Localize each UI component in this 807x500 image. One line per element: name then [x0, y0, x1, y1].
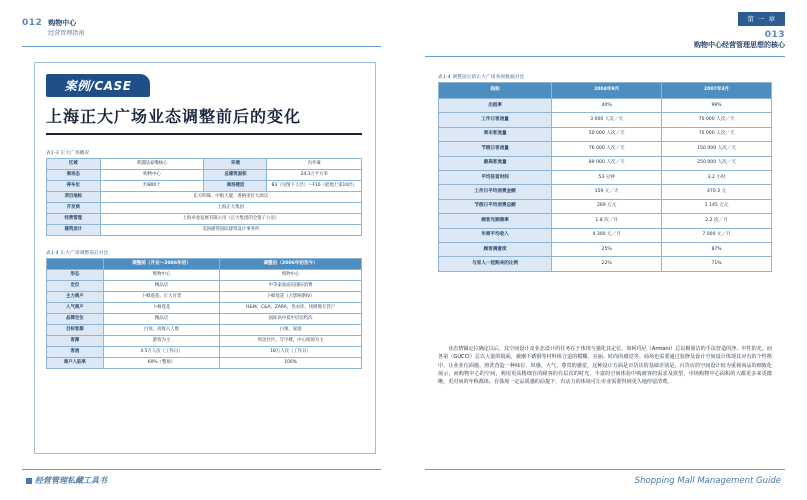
right-footer-text: Shopping Mall Management Guide	[634, 476, 781, 486]
table-row	[47, 213, 362, 224]
right-page	[403, 0, 807, 500]
table3-caption: 表1-4 调整前后的正大广场各项数据对比	[438, 75, 525, 80]
table-row	[439, 228, 772, 242]
table-cell: 美国捷得国际建筑设计事务所	[100, 224, 361, 235]
table-row	[439, 170, 772, 184]
table-cell: 调整前（开业～2006年初）	[103, 259, 220, 270]
table3-body	[439, 99, 772, 272]
table-cell: 53 分钟	[552, 170, 662, 184]
table-row	[47, 346, 362, 357]
table-cell: 购物中心	[103, 270, 220, 281]
table-cell: 停车位	[47, 180, 101, 191]
table-row	[47, 180, 362, 191]
table-cell: 项目地标	[47, 191, 101, 202]
left-folio: 012	[22, 18, 43, 28]
table-row	[439, 99, 772, 113]
table-cell: 89 000 人次／天	[552, 156, 662, 170]
table-cell: 100%	[220, 357, 362, 368]
table-cell: 定位	[47, 281, 104, 292]
table-cell: 总建筑面积	[204, 169, 267, 180]
table-cell: 卜蜂莲花（占影响系Ⅳ）	[220, 292, 362, 303]
table-cell: 上海正大集团	[100, 202, 361, 213]
table-cell: 顾客满意度	[439, 242, 552, 256]
table-row	[439, 156, 772, 170]
table2-body	[47, 270, 362, 368]
table-row	[47, 169, 362, 180]
table-row	[439, 142, 772, 156]
table-row	[47, 281, 362, 292]
table-cell: 2.2 次／月	[662, 214, 772, 228]
table-row	[439, 257, 772, 271]
table3	[438, 82, 772, 272]
table-cell: 人气商户	[47, 303, 104, 314]
table-row	[439, 185, 772, 199]
left-page	[0, 0, 403, 500]
left-header-line2: 经营管理指南	[48, 29, 85, 37]
table-row	[47, 335, 362, 346]
table-row	[47, 324, 362, 335]
table-row	[439, 113, 772, 127]
table3-block	[438, 82, 772, 272]
table3-head	[439, 83, 772, 99]
table3-caption-wrap	[438, 74, 772, 82]
table-cell: 品牌定位	[47, 313, 104, 324]
table-cell: 节假日客流量	[439, 142, 552, 156]
table-cell: 与家人一起购来的比例	[439, 257, 552, 271]
body-text	[438, 345, 772, 389]
table-cell: 精品店	[103, 313, 220, 324]
table-cell: 白领、家庭	[220, 324, 362, 335]
table-cell: 约800个	[100, 180, 204, 191]
table-cell: 内外兼	[267, 159, 362, 170]
left-footer-label: 经营管理私藏工具书	[35, 476, 107, 485]
table-cell: 区域	[47, 159, 101, 170]
table2	[46, 258, 362, 369]
table-cell: 精品店	[103, 281, 220, 292]
table-cell: 国际高中低中层次档次	[220, 313, 362, 324]
table-cell: 3 000 人次／天	[552, 113, 662, 127]
right-page-header	[765, 30, 785, 40]
table-cell: 卜蜂莲花	[103, 303, 220, 314]
table-cell: 出租率	[439, 99, 552, 113]
table-cell: 经营管理	[47, 213, 101, 224]
table-cell: 工作日平均消费金额	[439, 185, 552, 199]
table-cell: 开发商	[47, 202, 101, 213]
table-cell: 7 000 元／月	[662, 228, 772, 242]
table-cell: 4 300 元／月	[552, 228, 662, 242]
right-header-line1: 购物中心经营管理思想的核心	[694, 41, 785, 49]
table-cell: 60%（整场）	[103, 357, 220, 368]
table-cell: 3.2 小时	[662, 170, 772, 184]
table-cell: 形态	[47, 270, 104, 281]
right-header-title-wrap	[694, 40, 785, 51]
table-row	[47, 202, 362, 213]
table-cell: 目标客源	[47, 324, 104, 335]
table-cell: 节假日平均消费总额	[439, 199, 552, 213]
table-cell: 24.3万平方米	[267, 169, 362, 180]
chapter-badge: 第 一 章	[738, 12, 785, 26]
table-cell: 4.5万人次（工作日）	[103, 346, 220, 357]
left-footer-text	[26, 475, 107, 486]
table-cell: 周末客流量	[439, 127, 552, 141]
table-cell: 中等家庭面向国际消费	[220, 281, 362, 292]
table-row	[47, 292, 362, 303]
table-row	[439, 214, 772, 228]
table-header-row	[439, 83, 772, 99]
table1	[46, 158, 362, 236]
table-row	[47, 159, 362, 170]
table-cell: 2004年9月	[552, 83, 662, 99]
table-cell: 87%	[662, 242, 772, 256]
table-cell: 25%	[552, 242, 662, 256]
table-cell: 东方明珠、中银大厦、香格里拉大酒店	[100, 191, 361, 202]
table-row	[47, 313, 362, 324]
footer-square-icon	[26, 478, 32, 484]
table-cell: 游客为主	[103, 335, 220, 346]
table-cell: 周边社区、写字楼、中心商场为主	[220, 335, 362, 346]
table-cell: H&M、C&A、ZARA、优衣库、汤姆熊专营户	[220, 303, 362, 314]
table-cell: 99%	[662, 99, 772, 113]
table-row	[439, 127, 772, 141]
table-cell: 250 000 人次／天	[662, 156, 772, 170]
table-cell: 客源	[47, 335, 104, 346]
body-paragraph-1: 业态禁锢定位确定以后，其空间设计及业态设计的任务在于体现与强化其定位。如阿玛尼（Armani）总以极简洁的手法营造的净、中性的光、而各第（GUCCI）总以大量的镜面，被潮不锈钢等材料组合造的模糊、亮丽、时尚的感觉等。商场也需要通过装修及设计空间设计体现其应有的个性格中、让业业位面施、照洗营造一种味位、奴感、大气、尊贵的感觉。这种设计方面是百货店的基础差别是，百货店的空间设计较为重视商品的细致化展示，而购物中心的空间，利用更高精细自的顾客的有层次的时光、丰富的空间体验中购被客的需求及欲望，中场购物中心面积的大都更多来更微晰，更对间的年称都体。在体现一定品质感的前提下，有活力的体境可让市业需要得到更久地停留清费。	[438, 346, 772, 385]
table-cell: 40%	[552, 99, 662, 113]
right-folio: 013	[764, 30, 785, 40]
table-cell: 指标	[439, 83, 552, 99]
case-tab-label: 案例/CASE	[46, 74, 150, 97]
table-cell: 客流	[47, 346, 104, 357]
table-cell: 71%	[662, 257, 772, 271]
table-cell: 黄浦陆家嘴核心	[100, 159, 204, 170]
table1-body	[47, 159, 362, 236]
table-cell: 主力商户	[47, 292, 104, 303]
right-footer-rule	[425, 469, 785, 470]
table-cell: 70 000 人次／天	[662, 113, 772, 127]
table-cell: 卜蜂莲花、正大百货	[103, 292, 220, 303]
case-title: 上海正大广场业态调整前后的变化	[46, 104, 362, 135]
left-header-line1: 购物中心	[48, 19, 77, 27]
left-header-rule	[22, 46, 381, 47]
table-row	[439, 242, 772, 256]
chapter-badge-wrap	[738, 12, 785, 26]
table-cell: 70 000 人次／天	[662, 127, 772, 141]
table-cell: 白领、高收入人群	[103, 324, 220, 335]
right-header-rule	[425, 56, 785, 57]
table-cell: 商户入驻率	[47, 357, 104, 368]
table-cell: 470.3 元	[662, 185, 772, 199]
table-row	[47, 191, 362, 202]
table-row	[47, 357, 362, 368]
table-cell: 工作日客流量	[439, 113, 552, 127]
table-row	[47, 303, 362, 314]
table-cell: 76 000 人次／天	[552, 142, 662, 156]
table-cell: 商场楼层	[204, 180, 267, 191]
table-cell: 商场态	[47, 169, 101, 180]
table-cell: 环境	[204, 159, 267, 170]
table-cell: 建筑设计	[47, 224, 101, 235]
table-row	[47, 224, 362, 235]
table-cell: B3（见图下３层）～F10（把地上第10层）	[267, 180, 362, 191]
table-cell: 顾客光顾频率	[439, 214, 552, 228]
table-cell: 购物中心	[100, 169, 204, 180]
table-row	[439, 199, 772, 213]
table-cell: 1 145 万元	[662, 199, 772, 213]
table-cell: 2007年3月	[662, 83, 772, 99]
table-cell: 269 万元	[552, 199, 662, 213]
left-footer-rule	[22, 469, 381, 470]
table-cell: 18万人次（工作日）	[220, 346, 362, 357]
table2-head	[47, 259, 362, 270]
table-cell: 159 元／天	[552, 185, 662, 199]
table-cell: 平均驻留时间	[439, 170, 552, 184]
table-cell: 50 000 人次／天	[552, 127, 662, 141]
table-cell: 22%	[552, 257, 662, 271]
table-cell: 购物中心	[220, 270, 362, 281]
table-cell: 调整后（2006年初至今）	[220, 259, 362, 270]
table-header-row	[47, 259, 362, 270]
table2-block	[46, 250, 362, 369]
table-cell: 1.8 次／月	[552, 214, 662, 228]
table-cell: 上海卓卷发展有限公司（正大集团的全资子公司）	[100, 213, 361, 224]
table1-caption: 表1-3 正大广场概况	[46, 151, 90, 156]
table-cell: 150 000 人次／天	[662, 142, 772, 156]
table1-block	[46, 150, 362, 236]
left-page-header	[22, 18, 84, 38]
table-cell	[47, 259, 104, 270]
table-cell: 最高客流量	[439, 156, 552, 170]
table-row	[47, 270, 362, 281]
table-cell: 年商平均收入	[439, 228, 552, 242]
table2-caption: 表1-4 正大广场调整前后对比	[46, 251, 109, 256]
